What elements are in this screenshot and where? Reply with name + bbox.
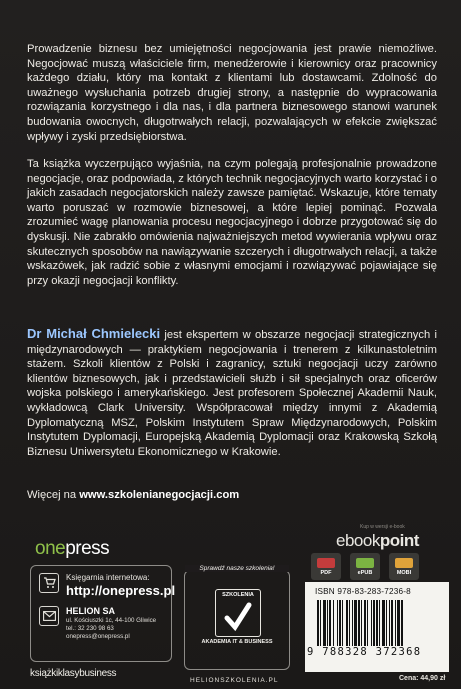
ebookpoint-light: ebook [336,531,380,550]
shop-url-link[interactable]: http://onepress.pl [66,583,176,598]
more-info [27,488,437,503]
szkolenia-box [184,565,290,670]
checkmark-icon [224,602,252,632]
publisher-contact-box [30,565,176,662]
shop-label: Księgarnia internetowa: [66,573,150,582]
helion-name: HELION SA [66,606,116,616]
onepress-logo [35,538,109,560]
ebookpoint-bold: point [379,531,419,550]
logo-press: press [65,538,110,559]
more-prefix: Więcej na [27,489,80,501]
szkolenia-academy: AKADEMIA IT & BUSINESS [201,639,273,645]
helion-phone: tel.: 32 230 98 63 [66,625,114,632]
helion-address: ul. Kościuszki 1c, 44-100 Gliwice [66,617,157,624]
author-name: Dr Michał Chmielecki [27,326,161,341]
szkolenia-tagline: Sprawdź nasze szkolenia! [185,565,289,572]
author-bio-text: jest ekspertem w obszarze negocjacji strategicznych i międzynarodowych — praktykiem negocjowania i trenerem z kilkunastoletnim stażem. Szkoli klientów z Polski i zagranicy, sztuki negocjacji uczy zarówno klientów biznesowych, jak i przedstawicieli służb i sił specjalnych oraz oficerów wojska polskiego i amerykańskiego. Jest profesorem Społecznej Akademii Nauk, wykładowcą Clark University. Współpracował między innymi z Akademią Dyplomatyczną MSZ, Polskim Instytutem Spraw Międzynarodowych, Polskim Instytutem Dyplomacji, Europejską Akademią Dyplomacji oraz Krakowską Szkołą Biznesu Uniwersytetu Ekonomicznego w Krakowie. [27,329,437,458]
helion-row [39,606,156,641]
description-paragraph-1: Prowadzenie biznesu bez umiejętności negocjowania jest prawie niemożliwe. Negocjować muszą właściciele firm, menedżerowie i kierownicy oraz pracownicy każdego działu, który ma kontakt z klientami lub dostawcami. Zdolność do uważnego wysłuchania potrzeb drugiej strony, a następnie do wypracowania rozwiązania korzystnego i dla nas, i dla partnera biznesowego stanowi warunek budowania owocnych, długotrwałych relacji, pozwalających w efekcie zwiększać wpływy i zyski przedsiębiorstwa. [27,43,437,143]
barcode-digits: 9 788328 372368 [307,646,422,658]
szkolenia-logo-label: SZKOLENIA [222,592,254,598]
author-bio [27,327,437,459]
more-url-link[interactable]: www.szkolenianegocjacji.com [79,489,240,501]
ebookpoint-logo [336,531,419,551]
barcode-bars [315,600,439,648]
series-logo: książkiklasybusiness [30,668,117,679]
pdf-format-icon: PDF [311,553,341,580]
mobi-format-icon: MOBI [389,553,419,580]
description-paragraph-2: Ta książka wyczerpująco wyjaśnia, na czym polegają profesjonalnie prowadzone negocjacje, oraz podpowiada, z których technik negocjacyjnych warto korzystać i o jakich zasadach negocjatorskich należy zawsze pamiętać. Wskazuje, które tematy warto poruszać w rozmowie biznesowej, a które lepiej pominąć. Pozwala zrozumieć wagę planowania procesu negocjacyjnego i dobrze przygotować się do dyskusji. Nie zabrakło omówienia najważniejszych metod wywierania wpływu oraz skutecznych sposobów na nawiązywanie szczerych i długotrwałych relacji, a także wskazówek, jak radzić sobie z własnymi emocjami i rozwiązywać pojawiające się przy okazji negocjacji konflikty. [27,158,437,287]
epub-format-icon: ePUB [350,553,380,580]
shop-row [39,573,175,598]
cart-icon [39,573,59,593]
szkolenia-site[interactable]: HELIONSZKOLENIA.PL [190,677,279,684]
ebookpoint-sub: Kup w wersji e-book [360,524,405,530]
price-label: Cena: 44,90 zł [399,675,446,682]
szkolenia-logo [215,589,261,637]
helion-email[interactable]: onepress@onepress.pl [66,633,130,640]
ebook-format-icons [311,553,419,580]
barcode-panel [305,582,449,672]
envelope-icon [39,606,59,626]
isbn-text: ISBN 978-83-283-7236-8 [315,587,411,596]
logo-one: one [35,538,66,559]
